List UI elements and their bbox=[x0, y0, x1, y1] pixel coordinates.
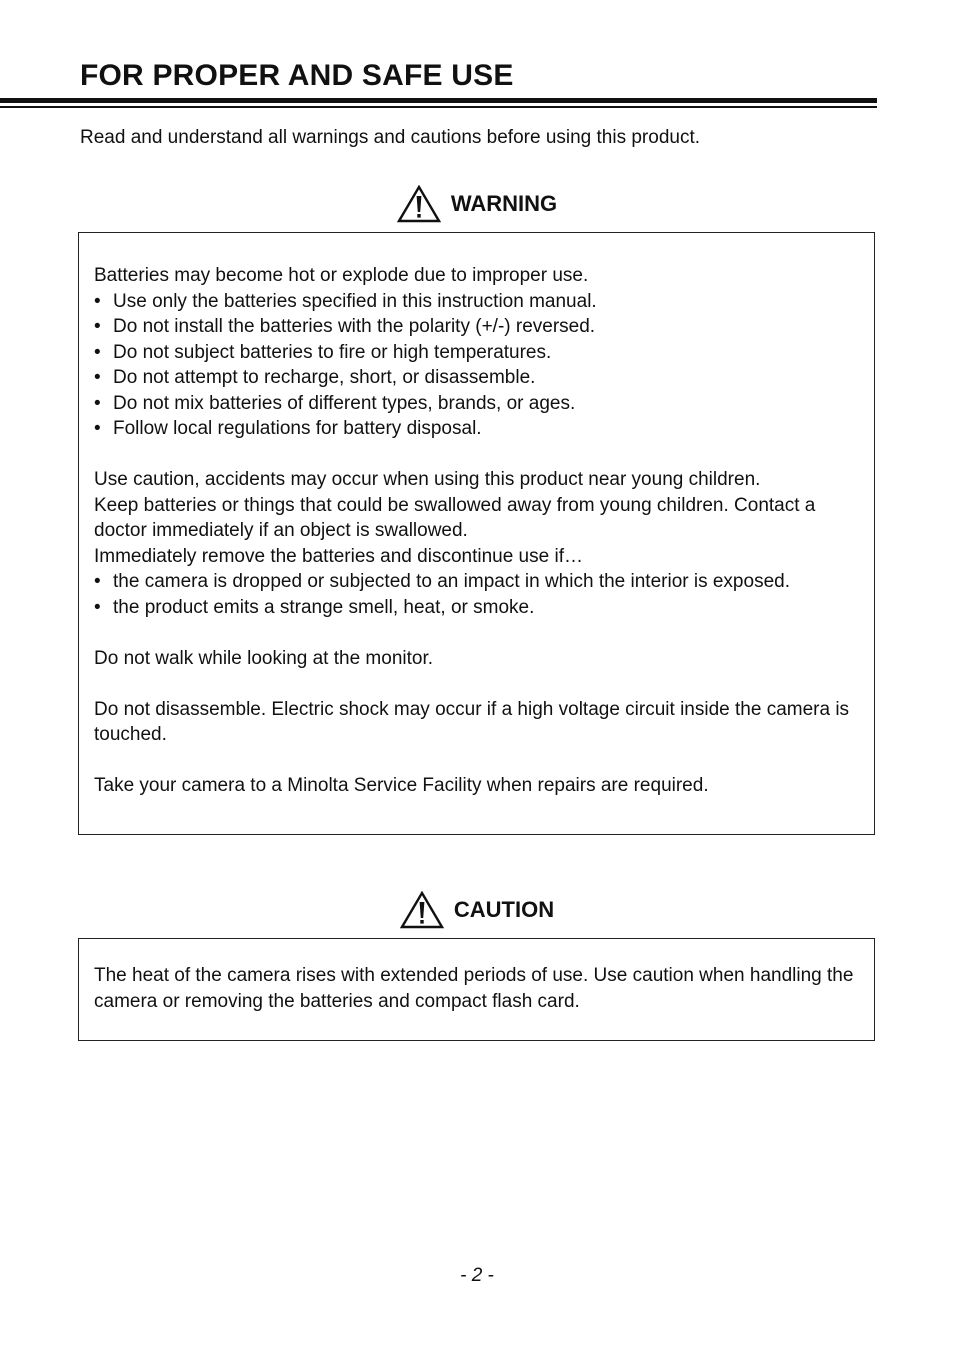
battery-list bbox=[94, 289, 860, 442]
title-rule-thin bbox=[0, 106, 877, 108]
spacer bbox=[94, 671, 860, 697]
caution-heading-label: CAUTION bbox=[453, 897, 555, 922]
list-item: • the camera is dropped or subjected to an impact in which the interior is exposed. bbox=[94, 569, 860, 595]
list-item: • Do not mix batteries of different types, brands, or ages. bbox=[94, 391, 860, 417]
spacer bbox=[94, 442, 860, 468]
disassemble-note: Do not disassemble. Electric shock may occur if a high voltage circuit inside the camera is touched. bbox=[94, 698, 850, 745]
remove-intro: Immediately remove the batteries and discontinue use if… bbox=[94, 545, 583, 567]
title-rule-thick bbox=[0, 98, 877, 103]
caution-text: The heat of the camera rises with extended periods of use. Use caution when handling the camera or removing the batteries and compact flash card. bbox=[94, 965, 854, 1012]
swallow-note: Keep batteries or things that could be swallowed away from young children. Contact a doctor immediately if an object is swallowed. bbox=[94, 494, 816, 541]
list-item: • Follow local regulations for battery disposal. bbox=[94, 416, 860, 442]
warning-triangle-icon bbox=[397, 185, 441, 223]
remove-list bbox=[94, 569, 860, 620]
page-number: - 2 - bbox=[460, 1265, 494, 1286]
list-item: • Do not subject batteries to fire or high temperatures. bbox=[94, 340, 860, 366]
list-item: • Do not install the batteries with the polarity (+/-) reversed. bbox=[94, 314, 860, 340]
list-item: • the product emits a strange smell, heat, or smoke. bbox=[94, 595, 860, 621]
intro-text: Read and understand all warnings and cautions before using this product. bbox=[80, 127, 701, 148]
service-note: Take your camera to a Minolta Service Facility when repairs are required. bbox=[94, 775, 709, 796]
list-item: • Do not attempt to recharge, short, or disassemble. bbox=[94, 365, 860, 391]
batteries-intro: Batteries may become hot or explode due to improper use. bbox=[94, 265, 589, 286]
warning-heading-label: WARNING bbox=[450, 191, 558, 216]
warning-triangle-icon bbox=[400, 891, 444, 929]
walk-note: Do not walk while looking at the monitor. bbox=[94, 647, 434, 669]
warning-heading bbox=[0, 184, 954, 224]
spacer bbox=[94, 620, 860, 646]
page-title: FOR PROPER AND SAFE USE bbox=[80, 59, 514, 92]
warning-box bbox=[78, 232, 875, 835]
children-caution: Use caution, accidents may occur when using this product near young children. bbox=[94, 469, 761, 490]
caution-box bbox=[78, 938, 875, 1041]
list-item: • Use only the batteries specified in this instruction manual. bbox=[94, 289, 860, 315]
spacer bbox=[94, 748, 860, 774]
caution-heading bbox=[0, 890, 954, 930]
